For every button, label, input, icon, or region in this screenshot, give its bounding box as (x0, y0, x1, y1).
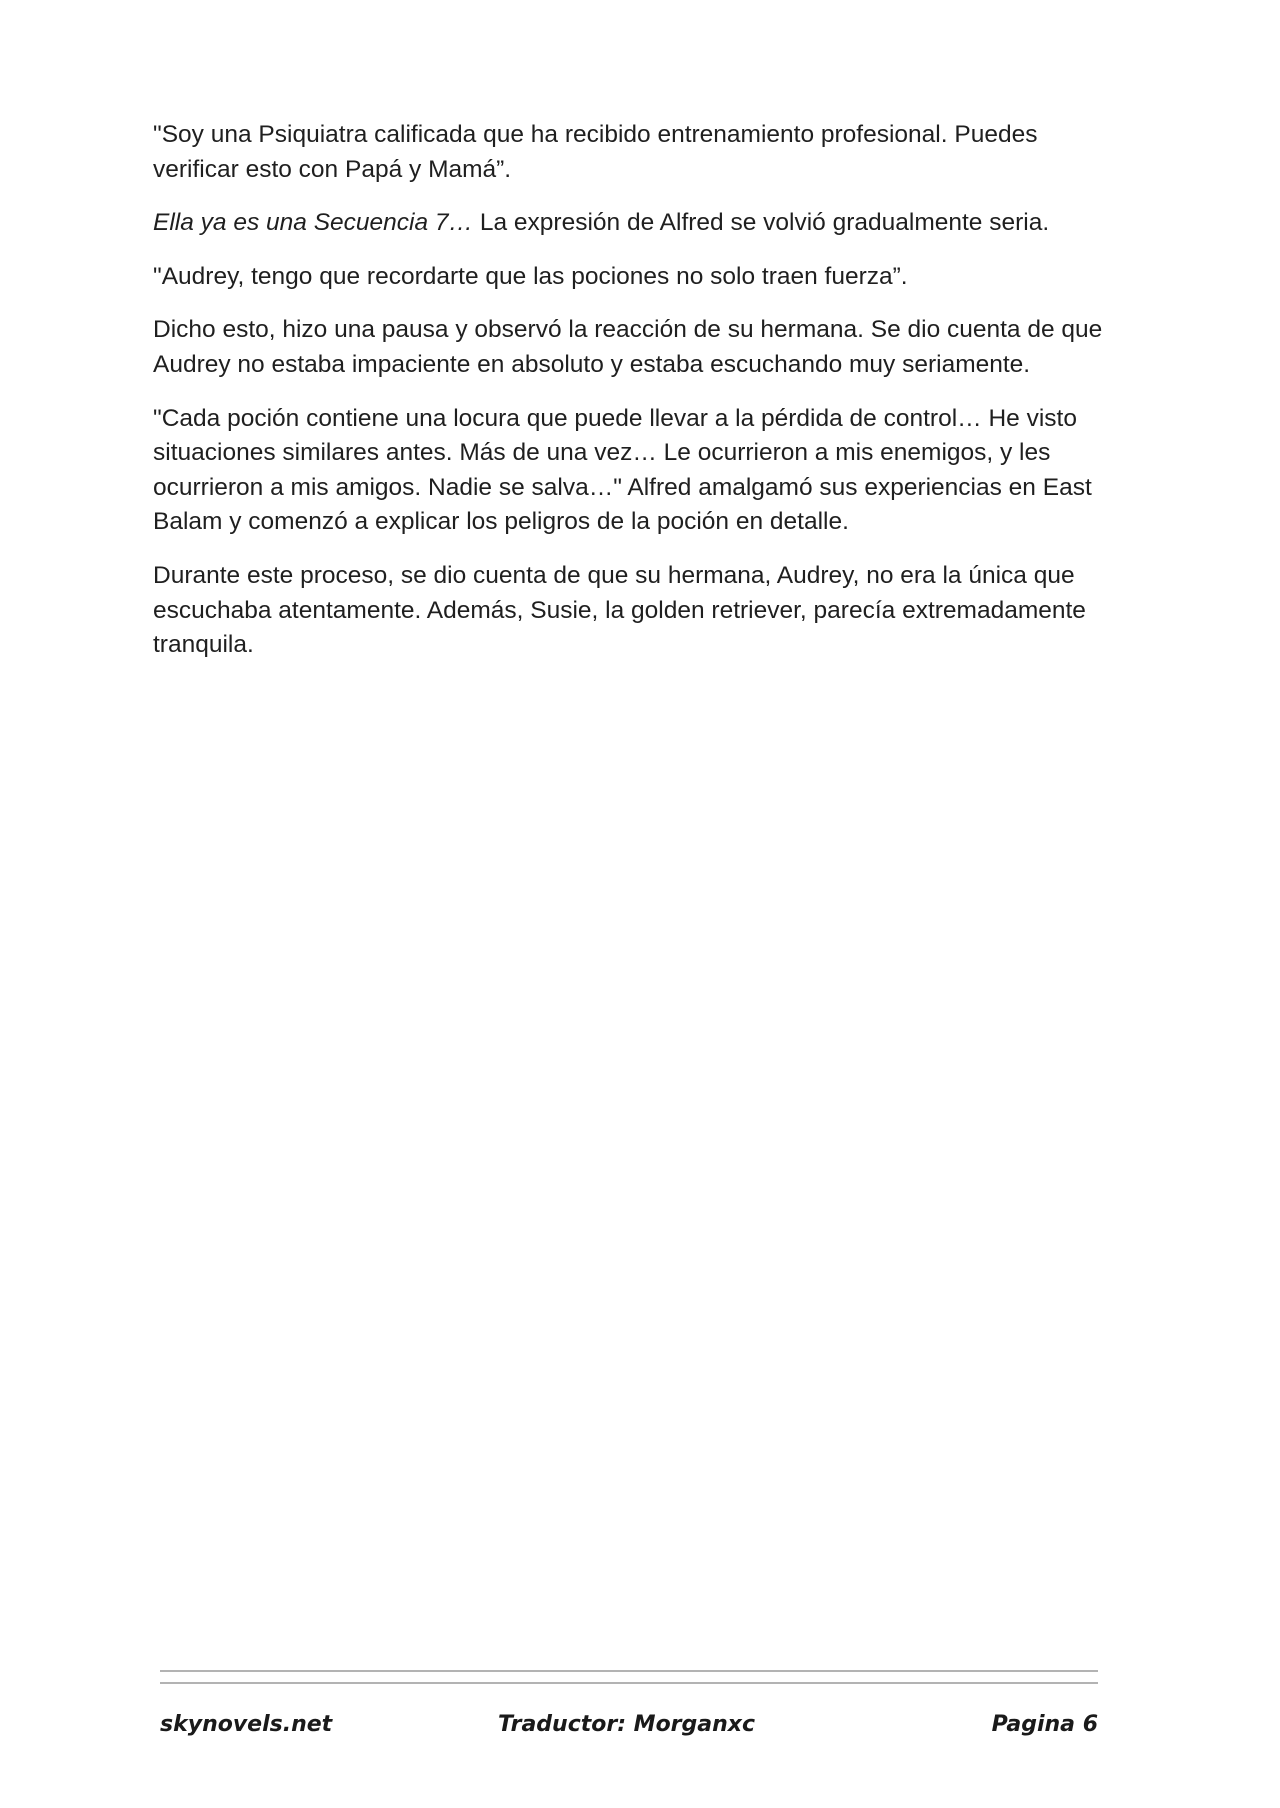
paragraph (153, 402, 1103, 540)
footer-divider-bottom (160, 1682, 1098, 1684)
paragraph-text: Dicho esto, hizo una pausa y observó la reacción de su hermana. Se dio cuenta de que Audrey no estaba impaciente en absoluto y estaba escuchando muy seriamente. (153, 316, 1103, 378)
paragraph-text: "Soy una Psiquiatra calificada que ha recibido entrenamiento profesional. Puedes verificar esto con Papá y Mamá”. (153, 121, 1038, 183)
paragraph (153, 559, 1103, 663)
footer-site: skynovels.net (160, 1712, 333, 1737)
body-text (153, 118, 1103, 682)
paragraph-text: La expresión de Alfred se volvió gradualmente seria. (473, 209, 1050, 237)
paragraph (153, 313, 1103, 382)
footer-page-number: Pagina 6 (991, 1712, 1098, 1737)
paragraph-text: Durante este proceso, se dio cuenta de que su hermana, Audrey, no era la única que escuchaba atentamente. Además, Susie, la golden retriever, parecía extremadamente tranquila. (153, 561, 1086, 659)
paragraph (153, 260, 1103, 295)
paragraph-text: "Audrey, tengo que recordarte que las pociones no solo traen fuerza”. (153, 262, 908, 290)
paragraph-italic-text: Ella ya es una Secuencia 7… (153, 209, 474, 237)
paragraph-text: "Cada poción contiene una locura que puede llevar a la pérdida de control… He visto situaciones similares antes. Más de una vez… Le ocurrieron a mis enemigos, y les ocurrieron a mis amigos. Nadie se salva…" Alfred amalgamó sus experiencias en East Balam y comenzó a explicar los peligros de la poción en detalle. (153, 404, 1092, 536)
footer-translator: Traductor: Morganxc (498, 1712, 756, 1737)
footer-divider-top (160, 1670, 1098, 1672)
paragraph (153, 118, 1103, 187)
page-footer (160, 1712, 1098, 1748)
paragraph (153, 206, 1103, 241)
